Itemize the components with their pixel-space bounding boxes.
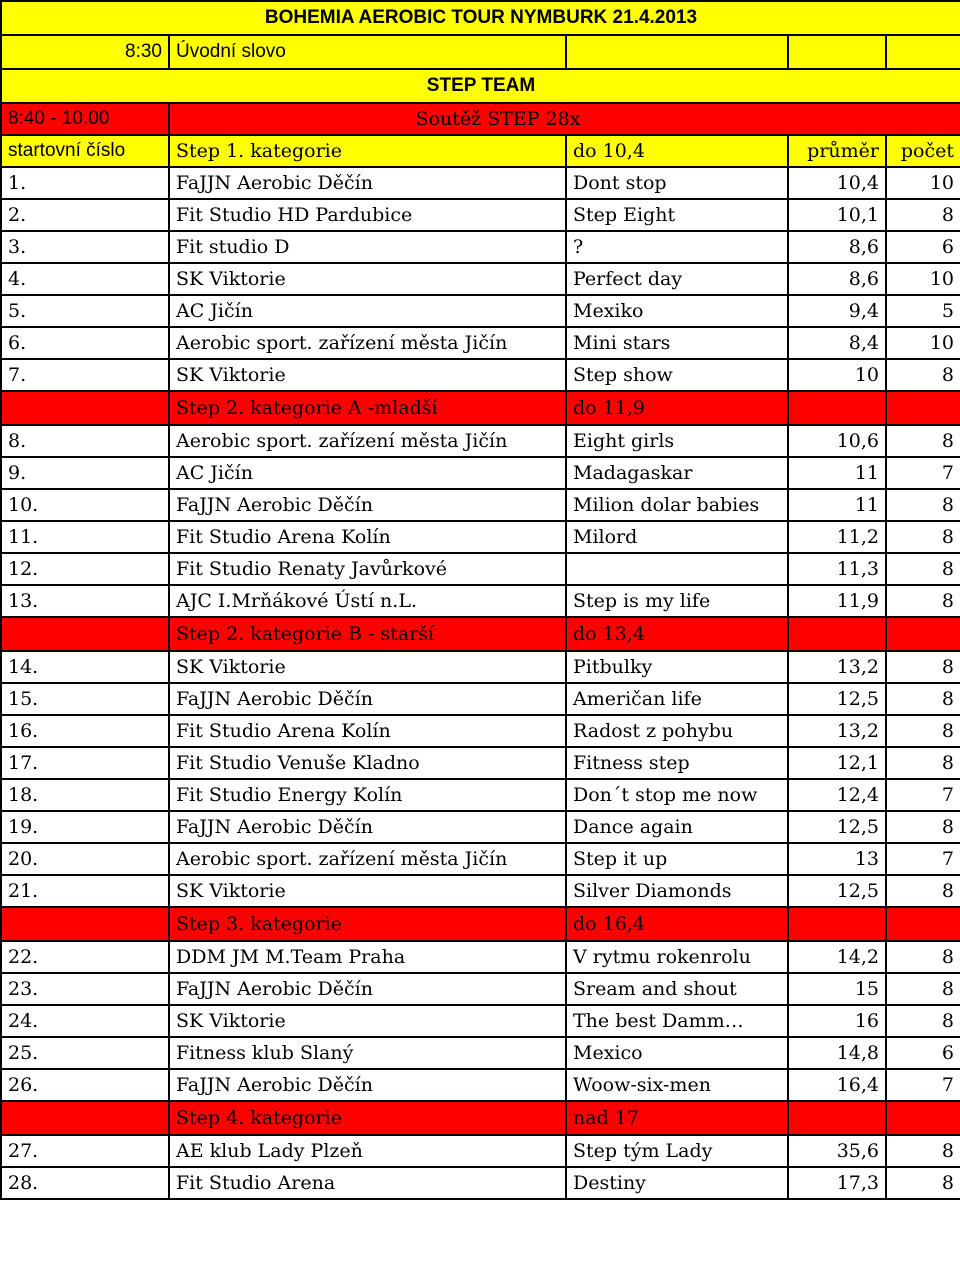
table-row <box>1 231 960 263</box>
average-value: 12,5 <box>788 875 886 907</box>
empty-cell <box>886 35 960 69</box>
member-count: 7 <box>886 779 960 811</box>
empty-cell <box>886 617 960 651</box>
column-header-number: startovní číslo <box>1 135 169 167</box>
empty-cell <box>788 907 886 941</box>
section-title: STEP TEAM <box>1 69 960 103</box>
member-count: 8 <box>886 521 960 553</box>
average-value: 12,5 <box>788 811 886 843</box>
start-number: 25. <box>1 1037 169 1069</box>
table-row <box>1 199 960 231</box>
table-row <box>1 973 960 1005</box>
routine-name: Milord <box>566 521 788 553</box>
club-name: AC Jičín <box>169 295 566 327</box>
column-header-count: počet <box>886 135 960 167</box>
average-value: 11 <box>788 457 886 489</box>
empty-cell <box>788 1101 886 1135</box>
club-name: Fit Studio HD Pardubice <box>169 199 566 231</box>
table-row <box>1 553 960 585</box>
member-count: 8 <box>886 585 960 617</box>
table-row <box>1 263 960 295</box>
category-limit: do 11,9 <box>566 391 788 425</box>
member-count: 8 <box>886 199 960 231</box>
start-number: 1. <box>1 167 169 199</box>
club-name: Fit Studio Arena Kolín <box>169 521 566 553</box>
club-name: FaJJN Aerobic Děčín <box>169 167 566 199</box>
member-count: 8 <box>886 489 960 521</box>
start-number: 7. <box>1 359 169 391</box>
average-value: 9,4 <box>788 295 886 327</box>
start-number: 26. <box>1 1069 169 1101</box>
table-row <box>1 521 960 553</box>
table-row <box>1 295 960 327</box>
table-row <box>1 425 960 457</box>
category-limit: do 16,4 <box>566 907 788 941</box>
empty-cell <box>788 391 886 425</box>
table-row <box>1 683 960 715</box>
average-value: 16,4 <box>788 1069 886 1101</box>
table-row <box>1 1135 960 1167</box>
start-number: 20. <box>1 843 169 875</box>
start-number: 4. <box>1 263 169 295</box>
club-name: AE klub Lady Plzeň <box>169 1135 566 1167</box>
start-number: 22. <box>1 941 169 973</box>
section-row <box>1 69 960 103</box>
club-name: SK Viktorie <box>169 263 566 295</box>
club-name: Fit Studio Arena <box>169 1167 566 1199</box>
club-name: Fit Studio Renaty Javůrkové <box>169 553 566 585</box>
routine-name: Fitness step <box>566 747 788 779</box>
routine-name: Silver Diamonds <box>566 875 788 907</box>
club-name: Fit Studio Venuše Kladno <box>169 747 566 779</box>
member-count: 6 <box>886 1037 960 1069</box>
member-count: 6 <box>886 231 960 263</box>
member-count: 7 <box>886 457 960 489</box>
start-number: 27. <box>1 1135 169 1167</box>
start-number: 21. <box>1 875 169 907</box>
member-count: 7 <box>886 843 960 875</box>
category-row <box>1 907 960 941</box>
start-number: 24. <box>1 1005 169 1037</box>
routine-name: Step tým Lady <box>566 1135 788 1167</box>
club-name: FaJJN Aerobic Děčín <box>169 683 566 715</box>
routine-name: Step Eight <box>566 199 788 231</box>
table-row <box>1 1167 960 1199</box>
table-row <box>1 779 960 811</box>
member-count: 8 <box>886 553 960 585</box>
table-row <box>1 359 960 391</box>
table-row <box>1 489 960 521</box>
member-count: 8 <box>886 973 960 1005</box>
average-value: 13,2 <box>788 715 886 747</box>
average-value: 10,1 <box>788 199 886 231</box>
member-count: 8 <box>886 651 960 683</box>
club-name: Aerobic sport. zařízení města Jičín <box>169 843 566 875</box>
routine-name: Woow-six-men <box>566 1069 788 1101</box>
routine-name: Američan life <box>566 683 788 715</box>
table-row <box>1 457 960 489</box>
start-number: 5. <box>1 295 169 327</box>
empty-cell <box>1 1101 169 1135</box>
average-value: 12,1 <box>788 747 886 779</box>
member-count: 8 <box>886 1005 960 1037</box>
empty-cell <box>788 35 886 69</box>
routine-name: Dance again <box>566 811 788 843</box>
competition-time: 8:40 - 10.00 <box>1 103 169 135</box>
competition-row <box>1 103 960 135</box>
club-name: Fit Studio Arena Kolín <box>169 715 566 747</box>
member-count: 8 <box>886 875 960 907</box>
start-number: 28. <box>1 1167 169 1199</box>
routine-name: Perfect day <box>566 263 788 295</box>
club-name: SK Viktorie <box>169 359 566 391</box>
routine-name: Step show <box>566 359 788 391</box>
event-title: BOHEMIA AEROBIC TOUR NYMBURK 21.4.2013 <box>1 1 960 35</box>
member-count: 8 <box>886 1135 960 1167</box>
club-name: AJC I.Mrňákové Ústí n.L. <box>169 585 566 617</box>
table-row <box>1 327 960 359</box>
empty-cell <box>886 391 960 425</box>
start-number: 18. <box>1 779 169 811</box>
club-name: Fitness klub Slaný <box>169 1037 566 1069</box>
average-value: 14,2 <box>788 941 886 973</box>
empty-cell <box>566 35 788 69</box>
member-count: 8 <box>886 683 960 715</box>
routine-name: Don´t stop me now <box>566 779 788 811</box>
routine-name: Dont stop <box>566 167 788 199</box>
start-number: 16. <box>1 715 169 747</box>
table-row <box>1 941 960 973</box>
start-number: 9. <box>1 457 169 489</box>
start-number: 8. <box>1 425 169 457</box>
member-count: 10 <box>886 263 960 295</box>
club-name: Fit Studio Energy Kolín <box>169 779 566 811</box>
routine-name: Madagaskar <box>566 457 788 489</box>
column-header-limit: do 10,4 <box>566 135 788 167</box>
routine-name: Mini stars <box>566 327 788 359</box>
category-row <box>1 617 960 651</box>
routine-name: Sream and shout <box>566 973 788 1005</box>
average-value: 17,3 <box>788 1167 886 1199</box>
title-row <box>1 1 960 35</box>
column-header-row <box>1 135 960 167</box>
average-value: 11,3 <box>788 553 886 585</box>
start-number: 14. <box>1 651 169 683</box>
routine-name: Step it up <box>566 843 788 875</box>
table-row <box>1 843 960 875</box>
empty-cell <box>886 907 960 941</box>
member-count: 8 <box>886 715 960 747</box>
club-name: Fit studio D <box>169 231 566 263</box>
club-name: SK Viktorie <box>169 1005 566 1037</box>
average-value: 12,5 <box>788 683 886 715</box>
average-value: 12,4 <box>788 779 886 811</box>
table-row <box>1 811 960 843</box>
start-number: 6. <box>1 327 169 359</box>
table-row <box>1 167 960 199</box>
empty-cell <box>886 1101 960 1135</box>
average-value: 11,9 <box>788 585 886 617</box>
table-row <box>1 715 960 747</box>
club-name: FaJJN Aerobic Děčín <box>169 489 566 521</box>
category-row <box>1 391 960 425</box>
empty-cell <box>1 617 169 651</box>
category-row <box>1 1101 960 1135</box>
intro-label: Úvodní slovo <box>169 35 566 69</box>
average-value: 10,6 <box>788 425 886 457</box>
start-number: 23. <box>1 973 169 1005</box>
start-number: 13. <box>1 585 169 617</box>
average-value: 11,2 <box>788 521 886 553</box>
average-value: 8,4 <box>788 327 886 359</box>
club-name: FaJJN Aerobic Děčín <box>169 811 566 843</box>
table-row <box>1 1005 960 1037</box>
category-label: Step 3. kategorie <box>169 907 566 941</box>
start-number: 12. <box>1 553 169 585</box>
table-row <box>1 747 960 779</box>
member-count: 8 <box>886 359 960 391</box>
member-count: 8 <box>886 811 960 843</box>
club-name: FaJJN Aerobic Děčín <box>169 973 566 1005</box>
column-header-category: Step 1. kategorie <box>169 135 566 167</box>
start-number: 19. <box>1 811 169 843</box>
average-value: 13,2 <box>788 651 886 683</box>
routine-name: ? <box>566 231 788 263</box>
empty-cell <box>1 907 169 941</box>
table-row <box>1 1069 960 1101</box>
average-value: 8,6 <box>788 263 886 295</box>
average-value: 11 <box>788 489 886 521</box>
table-row <box>1 875 960 907</box>
routine-name: Milion dolar babies <box>566 489 788 521</box>
empty-cell <box>788 617 886 651</box>
club-name: SK Viktorie <box>169 875 566 907</box>
average-value: 35,6 <box>788 1135 886 1167</box>
member-count: 8 <box>886 747 960 779</box>
schedule-body <box>1 1 960 1199</box>
club-name: Aerobic sport. zařízení města Jičín <box>169 425 566 457</box>
start-number: 17. <box>1 747 169 779</box>
club-name: DDM JM M.Team Praha <box>169 941 566 973</box>
start-number: 3. <box>1 231 169 263</box>
category-label: Step 4. kategorie <box>169 1101 566 1135</box>
table-row <box>1 585 960 617</box>
average-value: 10 <box>788 359 886 391</box>
average-value: 14,8 <box>788 1037 886 1069</box>
start-number: 11. <box>1 521 169 553</box>
average-value: 10,4 <box>788 167 886 199</box>
average-value: 16 <box>788 1005 886 1037</box>
routine-name <box>566 553 788 585</box>
average-value: 8,6 <box>788 231 886 263</box>
category-limit: do 13,4 <box>566 617 788 651</box>
average-value: 15 <box>788 973 886 1005</box>
routine-name: Mexico <box>566 1037 788 1069</box>
intro-row <box>1 35 960 69</box>
routine-name: The best Damm… <box>566 1005 788 1037</box>
routine-name: Eight girls <box>566 425 788 457</box>
member-count: 8 <box>886 425 960 457</box>
table-row <box>1 1037 960 1069</box>
start-number: 2. <box>1 199 169 231</box>
routine-name: Pitbulky <box>566 651 788 683</box>
member-count: 8 <box>886 1167 960 1199</box>
category-label: Step 2. kategorie B - starší <box>169 617 566 651</box>
empty-cell <box>1 391 169 425</box>
member-count: 10 <box>886 327 960 359</box>
table-row <box>1 651 960 683</box>
routine-name: Destiny <box>566 1167 788 1199</box>
average-value: 13 <box>788 843 886 875</box>
start-number: 15. <box>1 683 169 715</box>
club-name: SK Viktorie <box>169 651 566 683</box>
member-count: 5 <box>886 295 960 327</box>
routine-name: Mexiko <box>566 295 788 327</box>
club-name: Aerobic sport. zařízení města Jičín <box>169 327 566 359</box>
routine-name: Step is my life <box>566 585 788 617</box>
club-name: AC Jičín <box>169 457 566 489</box>
category-limit: nad 17 <box>566 1101 788 1135</box>
member-count: 10 <box>886 167 960 199</box>
competition-label: Soutěž STEP 28x <box>169 103 960 135</box>
routine-name: V rytmu rokenrolu <box>566 941 788 973</box>
routine-name: Radost z pohybu <box>566 715 788 747</box>
member-count: 7 <box>886 1069 960 1101</box>
intro-time: 8:30 <box>1 35 169 69</box>
club-name: FaJJN Aerobic Děčín <box>169 1069 566 1101</box>
category-label: Step 2. kategorie A -mladší <box>169 391 566 425</box>
column-header-average: průměr <box>788 135 886 167</box>
member-count: 8 <box>886 941 960 973</box>
start-number: 10. <box>1 489 169 521</box>
